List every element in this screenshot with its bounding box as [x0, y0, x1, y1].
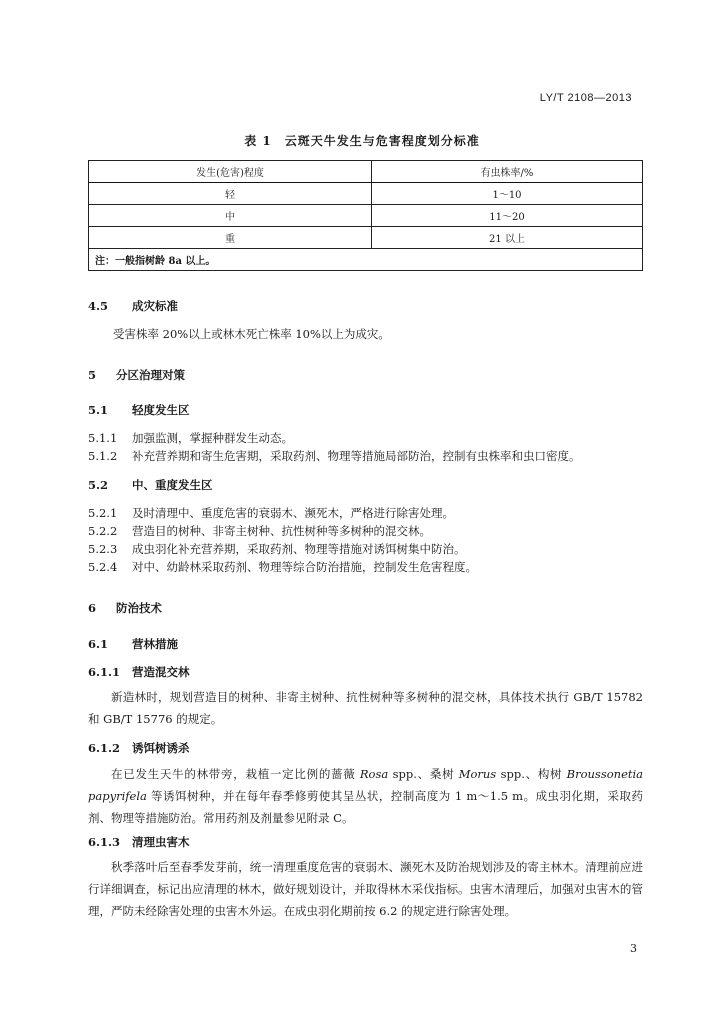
- section-5-2-4: 5.2.4 对中、幼龄林采取药剂、物理等综合防治措施，控制发生危害程度。: [88, 560, 477, 574]
- table-header-rate: 有虫株率/%: [372, 161, 643, 183]
- section-6-1-2-heading: 6.1.2 诱饵树诱杀: [88, 741, 190, 755]
- latin-name: Broussonetia papyrifela: [88, 767, 644, 803]
- section-5-1-heading: 5.1 轻度发生区: [88, 403, 190, 417]
- latin-name: Morus: [458, 767, 497, 781]
- table-note: 注：一般指树龄 8a 以上。: [89, 249, 643, 271]
- table-caption: 表 1 云斑天牛发生与危害程度划分标准: [244, 134, 480, 148]
- section-6-1-2-text: 在已发生天牛的林带旁，栽植一定比例的蔷薇 Rosa spp.、桑树 Morus spp.、构树 Broussonetia papyrifela 等诱饵树种，并在每年春季修剪使其呈丛状，控制高度为 1 m～1.5 m。成虫羽化期，采取药剂、物理等措施防治。常用药剂及剂量参见附录 C。: [88, 767, 644, 825]
- table-cell: 轻: [89, 183, 372, 205]
- section-5-1-2: 5.1.2 补充营养期和寄生危害期，采取药剂、物理等措施局部防治，控制有虫株率和虫口密度。: [88, 449, 581, 463]
- section-4-5-heading: 4.5 成灾标准: [88, 299, 178, 313]
- table-cell: 11～20: [372, 205, 643, 227]
- section-6-1-1-text: 新造林时，规划营造目的树种、非寄主树种、抗性树种等多树种的混交林，具体技术执行 GB/T 15782 和 GB/T 15776 的规定。: [88, 690, 643, 726]
- table-cell: 1～10: [372, 183, 643, 205]
- table-cell: 重: [89, 227, 372, 249]
- section-5-heading: 5 分区治理对策: [88, 368, 185, 382]
- section-4-5-text: 受害株率 20%以上或林木死亡株率 10%以上为成灾。: [113, 327, 390, 341]
- section-6-1-1-heading: 6.1.1 营造混交林: [88, 665, 190, 679]
- table-header-degree: 发生(危害)程度: [89, 161, 372, 183]
- section-5-2-2: 5.2.2 营造目的树种、非寄主树种、抗性树种等多树种的混交林。: [88, 524, 431, 538]
- standard-code: LY/T 2108—2013: [539, 92, 632, 104]
- section-5-2-3: 5.2.3 成虫羽化补充营养期，采取药剂、物理等措施对诱饵树集中防治。: [88, 542, 466, 556]
- table-cell: 21 以上: [372, 227, 643, 249]
- section-6-1-heading: 6.1 营林措施: [88, 637, 178, 651]
- severity-table: [88, 160, 643, 271]
- section-5-2-1: 5.2.1 及时清理中、重度危害的衰弱木、濒死木，严格进行除害处理。: [88, 506, 454, 520]
- latin-name: Rosa: [359, 767, 389, 781]
- section-5-2-heading: 5.2 中、重度发生区: [88, 478, 213, 492]
- table-cell: 中: [89, 205, 372, 227]
- section-6-1-3-text: 秋季落叶后至春季发芽前，统一清理重度危害的衰弱木、濒死木及防治规划涉及的寄主林木。清理前应进行详细调查，标记出应清理的林木，做好规划设计，并取得林木采伐指标。虫害木清理后，加强对虫害木的管理，严防未经除害处理的虫害木外运。在成虫羽化期前按 6.2 的规定进行除害处理。: [88, 860, 643, 918]
- section-6-1-3-heading: 6.1.3 清理虫害木: [88, 835, 190, 849]
- page-number: 3: [630, 942, 637, 955]
- section-6-heading: 6 防治技术: [88, 601, 162, 615]
- section-5-1-1: 5.1.1 加强监测，掌握种群发生动态。: [88, 431, 293, 445]
